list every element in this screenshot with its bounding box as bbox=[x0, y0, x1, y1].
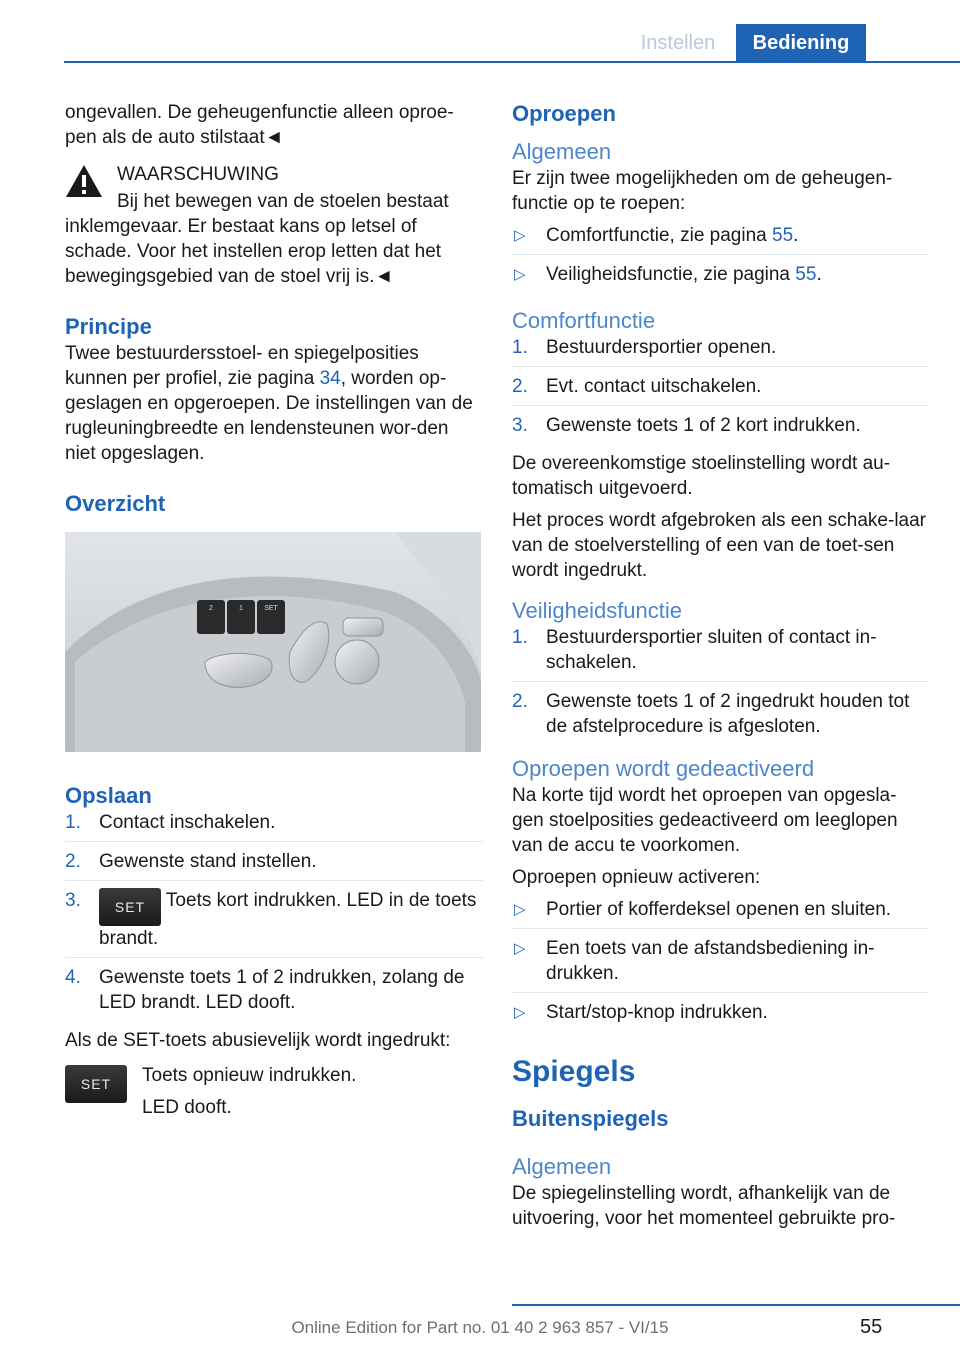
right-column bbox=[512, 100, 928, 1238]
page-link[interactable]: 55 bbox=[772, 225, 794, 246]
footer-edition: Online Edition for Part no. 01 40 2 963 857 - VI/15 bbox=[291, 1318, 669, 1337]
list-item bbox=[512, 936, 928, 993]
warning-block bbox=[65, 162, 483, 187]
deact-list bbox=[512, 897, 928, 1031]
list-item bbox=[512, 262, 928, 293]
item-text: Start/stop-knop indrukken. bbox=[546, 1002, 768, 1023]
list-item bbox=[512, 897, 928, 929]
list-item bbox=[512, 413, 928, 444]
list-item bbox=[65, 849, 483, 881]
list-item bbox=[65, 810, 483, 842]
principe-text bbox=[65, 341, 483, 466]
list-item bbox=[65, 965, 483, 1021]
set-again-block bbox=[65, 1063, 483, 1120]
seat-controls-illustration bbox=[65, 532, 481, 752]
item-text: Comfortfunctie, zie pagina bbox=[546, 225, 773, 246]
set-button-icon: SET bbox=[65, 1065, 127, 1103]
item-text: Portier of kofferdeksel openen en sluiten. bbox=[546, 899, 892, 920]
principe-page-link[interactable]: 34 bbox=[319, 368, 341, 389]
item-tail: . bbox=[816, 264, 822, 285]
step-number: 2. bbox=[512, 376, 528, 397]
tab-bediening-label: Bediening bbox=[752, 31, 850, 54]
algemeen-heading: Algemeen bbox=[512, 139, 612, 164]
overzicht-heading: Overzicht bbox=[65, 491, 166, 516]
set-button-icon: SET bbox=[99, 888, 161, 926]
photo-btn-2-label: 2 bbox=[209, 605, 213, 612]
principe-text-b: , worden op-geslagen en opgeroepen. De instellingen van de rugleuningbreedte en lendensteunen wor-den niet opgeslagen. bbox=[65, 368, 473, 464]
step-number: 2. bbox=[65, 851, 81, 872]
step-text: Bestuurdersportier sluiten of contact in-schakelen. bbox=[546, 627, 877, 673]
press-again-text: Toets opnieuw indrukken. bbox=[142, 1065, 357, 1086]
algemeen-list bbox=[512, 223, 928, 293]
list-item bbox=[512, 223, 928, 255]
step-number: 1. bbox=[65, 812, 81, 833]
tab-instellen-label: Instellen bbox=[640, 31, 716, 54]
deact-heading: Oproepen wordt gedeactiveerd bbox=[512, 756, 815, 781]
list-item bbox=[512, 625, 928, 682]
item-tail: . bbox=[793, 225, 799, 246]
principe-heading: Principe bbox=[65, 314, 152, 339]
comfort-steps bbox=[512, 335, 928, 444]
opslaan-steps bbox=[65, 810, 483, 1021]
footer-divider bbox=[512, 1304, 960, 1306]
comfort-text-2: Het proces wordt afgebroken als een schake-laar van de stoelverstelling of een van de toet-sen wordt ingedrukt. bbox=[512, 510, 927, 581]
step-number: 3. bbox=[512, 415, 528, 436]
led-off-text: LED dooft. bbox=[142, 1097, 232, 1118]
comfort-text-1: De overeenkomstige stoelinstelling wordt au-tomatisch uitgevoerd. bbox=[512, 453, 891, 499]
step-number: 2. bbox=[512, 691, 528, 712]
algemeen2-heading: Algemeen bbox=[512, 1154, 612, 1179]
step-text: Gewenste toets 1 of 2 kort indrukken. bbox=[546, 415, 861, 436]
list-item bbox=[512, 689, 928, 745]
photo-btn-1-label: 1 bbox=[239, 605, 243, 612]
deact-text-2: Oproepen opnieuw activeren: bbox=[512, 867, 761, 888]
list-item bbox=[512, 335, 928, 367]
page-link[interactable]: 55 bbox=[795, 264, 817, 285]
step-number: 1. bbox=[512, 627, 528, 648]
warning-text: Bij het bewegen van de stoelen bestaat inklemgevaar. Er bestaat kans op letsel of schade. Voor het instellen erop letten dat het bewegingsgebied van de stoel vrij is.◄ bbox=[65, 191, 449, 287]
triangle-bullet-icon: ▷ bbox=[514, 227, 526, 244]
left-column bbox=[65, 100, 483, 1127]
step-text: Contact inschakelen. bbox=[99, 812, 276, 833]
comfort-heading: Comfortfunctie bbox=[512, 308, 656, 333]
step-number: 3. bbox=[65, 890, 81, 911]
triangle-bullet-icon: ▷ bbox=[514, 901, 526, 918]
step-text: Toets kort indrukken. LED in de toets brandt. bbox=[99, 890, 477, 949]
step-text: Gewenste stand instellen. bbox=[99, 851, 317, 872]
intro-text: ongevallen. De geheugenfunctie alleen oproe-pen als de auto stilstaat◄ bbox=[65, 102, 454, 148]
photo-btn-set-label: SET bbox=[264, 605, 278, 612]
opslaan-heading: Opslaan bbox=[65, 783, 152, 808]
item-text: Veiligheidsfunctie, zie pagina bbox=[546, 264, 796, 285]
oproepen-heading: Oproepen bbox=[512, 101, 616, 126]
list-item bbox=[65, 888, 483, 958]
warning-icon bbox=[65, 164, 103, 198]
algemeen-text: Er zijn twee mogelijkheden om de geheugen-functie op te roepen: bbox=[512, 168, 893, 214]
triangle-bullet-icon: ▷ bbox=[514, 940, 526, 957]
step-text: Bestuurdersportier openen. bbox=[546, 337, 777, 358]
page-number: 55 bbox=[860, 1316, 883, 1338]
seat-controls-photo bbox=[65, 532, 481, 752]
set-accident-text: Als de SET-toets abusievelijk wordt ingedrukt: bbox=[65, 1030, 451, 1051]
algemeen2-text: De spiegelinstelling wordt, afhankelijk van de uitvoering, voor het momenteel gebruikte pro- bbox=[512, 1183, 896, 1229]
step-text: Evt. contact uitschakelen. bbox=[546, 376, 762, 397]
warning-title: WAARSCHUWING bbox=[117, 164, 279, 185]
veilig-heading: Veiligheidsfunctie bbox=[512, 598, 683, 623]
step-number: 1. bbox=[512, 337, 528, 358]
list-item bbox=[512, 1000, 928, 1031]
tab-bediening[interactable] bbox=[736, 24, 866, 62]
list-item bbox=[512, 374, 928, 406]
step-text: Gewenste toets 1 of 2 ingedrukt houden tot de afstelprocedure is afgesloten. bbox=[546, 691, 910, 737]
item-text: Een toets van de afstandsbediening in-drukken. bbox=[546, 938, 875, 984]
buiten-heading: Buitenspiegels bbox=[512, 1106, 669, 1131]
principe-text-a: Twee bestuurdersstoel- en spiegelposities kunnen per profiel, zie pagina bbox=[65, 343, 419, 389]
deact-text-1: Na korte tijd wordt het oproepen van opgesla-gen stoelposities gedeactiveerd om leeglopen van de accu te voorkomen. bbox=[512, 785, 898, 856]
triangle-bullet-icon: ▷ bbox=[514, 1004, 526, 1021]
tab-instellen[interactable] bbox=[620, 24, 736, 62]
spiegels-heading: Spiegels bbox=[512, 1055, 636, 1088]
veilig-steps bbox=[512, 625, 928, 745]
step-number: 4. bbox=[65, 967, 81, 988]
triangle-bullet-icon: ▷ bbox=[514, 266, 526, 283]
step-text: Gewenste toets 1 of 2 indrukken, zolang de LED brandt. LED dooft. bbox=[99, 967, 465, 1013]
header-divider bbox=[64, 61, 960, 63]
